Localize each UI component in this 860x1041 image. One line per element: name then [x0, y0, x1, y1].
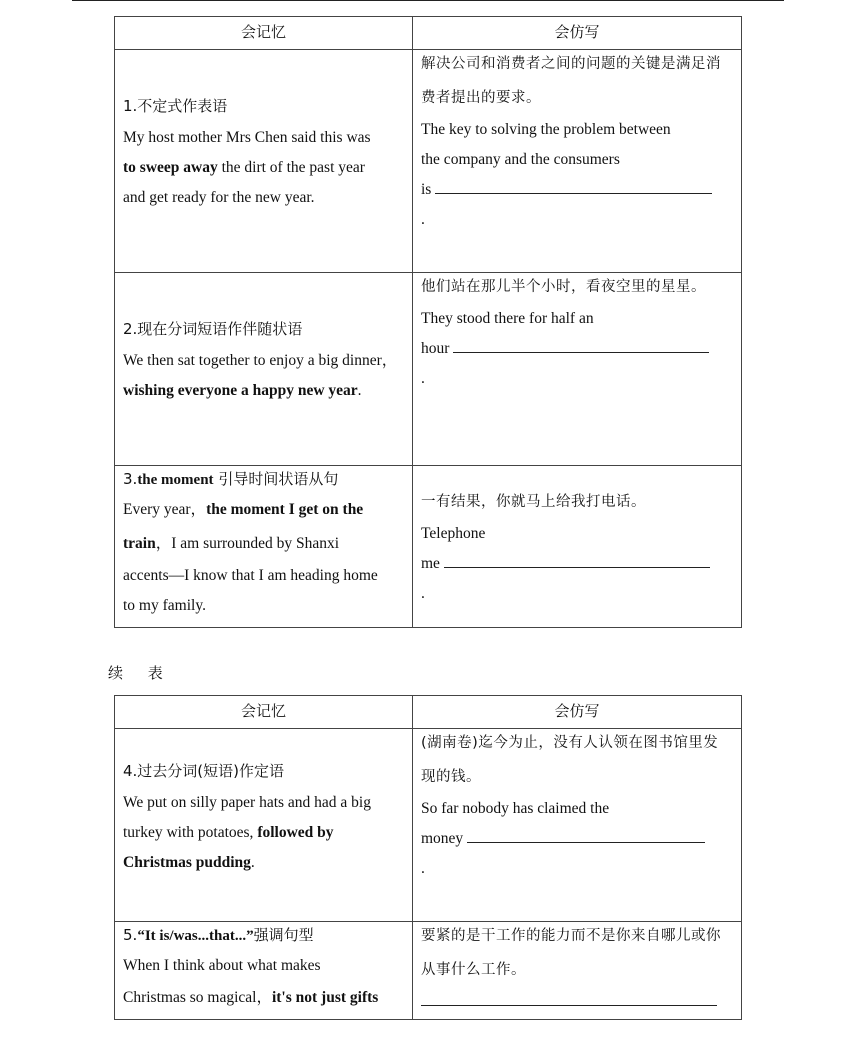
- grammar-title: 3.the moment 引导时间状语从句: [123, 470, 339, 488]
- table-row: [115, 922, 742, 1020]
- answer-blank[interactable]: [467, 824, 705, 843]
- period: .: [421, 860, 425, 877]
- remember-cell: [115, 729, 413, 922]
- example-line: wishing everyone a happy new year.: [123, 382, 362, 399]
- imitate-cell: [413, 466, 742, 628]
- example-line: My host mother Mrs Chen said this was: [123, 129, 371, 146]
- table-row: [115, 50, 742, 273]
- table-1: [114, 16, 742, 628]
- header-imitate: 会仿写: [413, 696, 742, 729]
- answer-blank[interactable]: [421, 987, 717, 1006]
- chinese-prompt: 他们站在那儿半个小时，看夜空里的星星。: [421, 279, 706, 295]
- key-phrase: it's not just gifts: [271, 989, 379, 1006]
- key-phrase: followed by: [257, 824, 334, 841]
- answer-line: is: [421, 175, 733, 205]
- imitate-cell: [413, 922, 742, 1020]
- example-line: Every year，the moment I get on the: [123, 501, 364, 518]
- imitate-cell: [413, 273, 742, 466]
- grammar-title: 5.“It is/was...that...”强调句型: [123, 926, 314, 944]
- example-line: and get ready for the new year.: [123, 189, 315, 206]
- answer-line: [421, 987, 733, 1017]
- period: .: [421, 584, 425, 602]
- english-line: The key to solving the problem between: [421, 121, 671, 138]
- example-line: to sweep away the dirt of the past year: [123, 159, 365, 176]
- answer-line: money: [421, 824, 733, 854]
- answer-blank[interactable]: [435, 175, 712, 194]
- key-phrase: train: [123, 535, 156, 552]
- imitate-cell: [413, 50, 742, 273]
- chinese-prompt: 解决公司和消费者之间的问题的关键是满足消费者提出的要求。: [421, 56, 721, 106]
- answer-blank[interactable]: [444, 549, 710, 568]
- header-remember: 会记忆: [115, 696, 413, 729]
- header-remember: 会记忆: [115, 17, 413, 50]
- answer-line: hour: [421, 334, 733, 364]
- english-line: They stood there for half an: [421, 310, 594, 327]
- period: .: [421, 211, 425, 228]
- chinese-prompt: 要紧的是干工作的能力而不是你来自哪儿或你从事什么工作。: [421, 928, 721, 978]
- grammar-title: 4.过去分词(短语)作定语: [123, 762, 285, 780]
- example-line: Christmas pudding.: [123, 854, 255, 871]
- table-2: [114, 695, 742, 1020]
- example-line: We put on silly paper hats and had a big: [123, 794, 371, 811]
- top-rule: [72, 0, 784, 1]
- chinese-prompt: 一有结果，你就马上给我打电话。: [421, 493, 646, 510]
- example-line: turkey with potatoes, followed by: [123, 824, 334, 841]
- example-line: When I think about what makes: [123, 957, 321, 974]
- answer-blank[interactable]: [453, 334, 709, 353]
- period: .: [421, 370, 425, 387]
- key-phrase: the moment I get on the: [206, 501, 364, 518]
- imitate-cell: [413, 729, 742, 922]
- table-row: [115, 466, 742, 628]
- remember-cell: [115, 922, 413, 1020]
- key-phrase: wishing everyone a happy new year: [123, 382, 358, 399]
- answer-line: me: [421, 549, 733, 579]
- continued-label: 续 表: [108, 664, 173, 682]
- english-line: the company and the consumers: [421, 151, 620, 168]
- table-row: [115, 273, 742, 466]
- header-imitate: 会仿写: [413, 17, 742, 50]
- key-phrase: Christmas pudding: [123, 854, 251, 871]
- english-line: Telephone: [421, 524, 486, 542]
- remember-cell: [115, 273, 413, 466]
- grammar-title: 2.现在分词短语作伴随状语: [123, 320, 303, 338]
- remember-cell: [115, 50, 413, 273]
- key-phrase: to sweep away: [123, 159, 218, 176]
- remember-cell: [115, 466, 413, 628]
- table-header-row: [115, 17, 742, 50]
- table-row: [115, 729, 742, 922]
- chinese-prompt: (湖南卷)迄今为止，没有人认领在图书馆里发现的钱。: [421, 735, 719, 785]
- example-line: We then sat together to enjoy a big dinner，: [123, 352, 398, 369]
- table-header-row: [115, 696, 742, 729]
- grammar-title: 1.不定式作表语: [123, 97, 228, 115]
- example-line: train，I am surrounded by Shanxi: [123, 535, 340, 552]
- example-line: accents—I know that I am heading home: [123, 567, 378, 584]
- english-line: So far nobody has claimed the: [421, 800, 610, 817]
- example-line: to my family.: [123, 597, 206, 614]
- example-line: Christmas so magical，it's not just gifts: [123, 989, 379, 1006]
